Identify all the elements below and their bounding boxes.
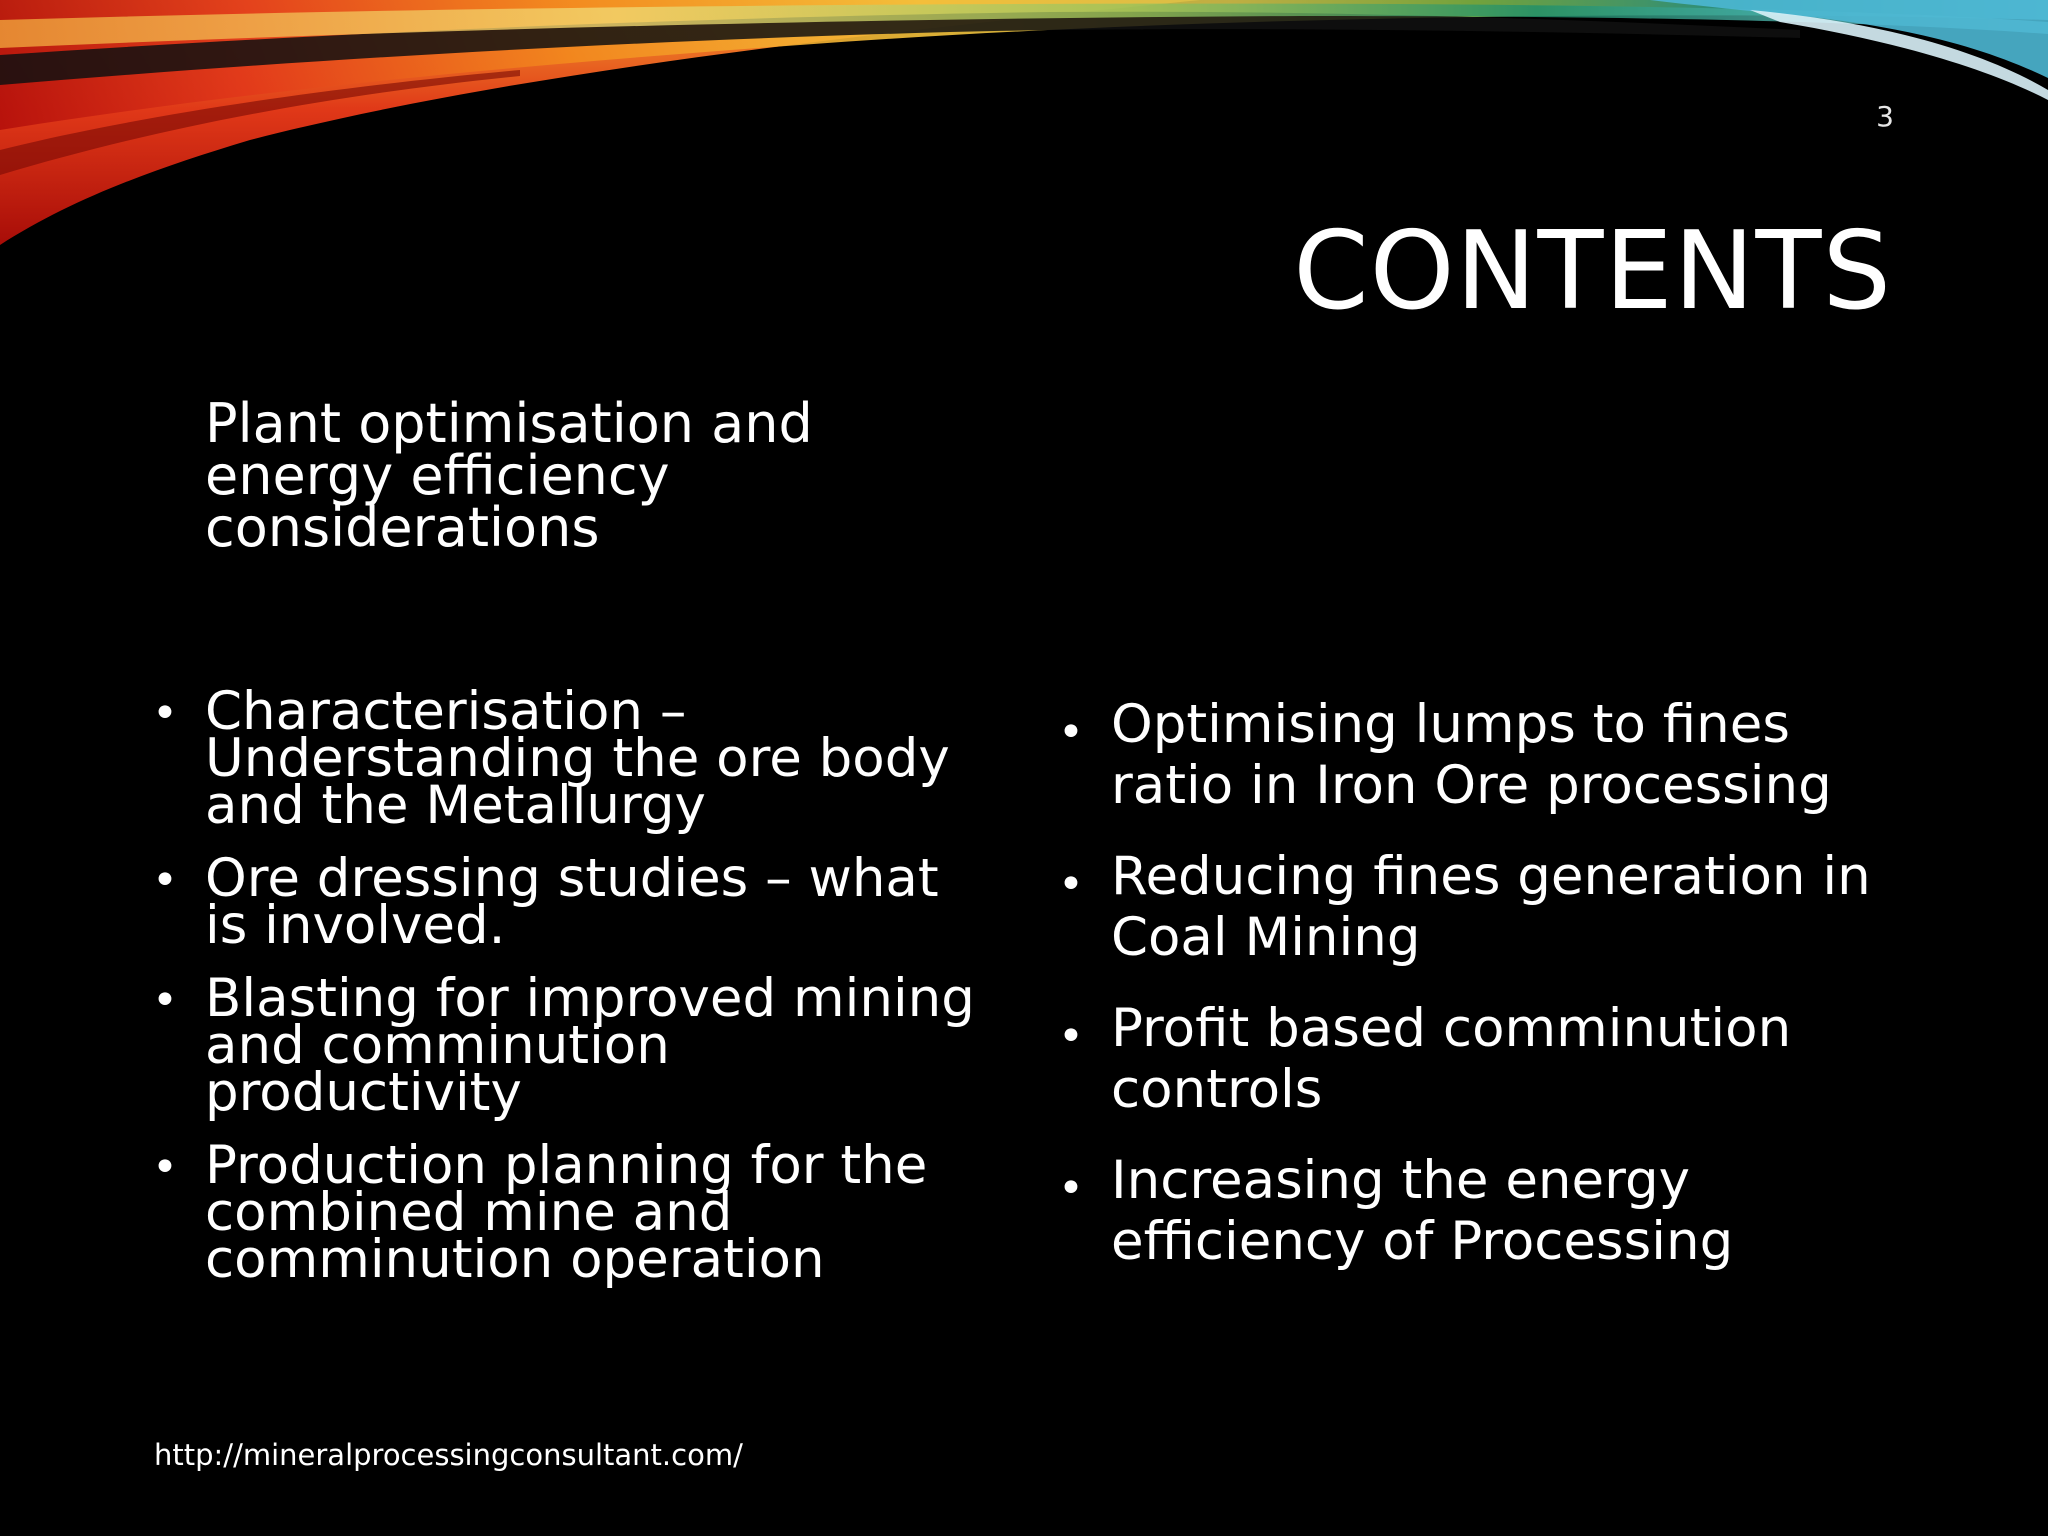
right-bullet-list: [1058, 694, 1898, 1302]
bullet-icon: •: [152, 1142, 178, 1193]
list-item-text: Characterisation – Understanding the ore body and the Metallurgy: [205, 681, 950, 836]
list-item: [1058, 998, 1898, 1120]
footer-link[interactable]: http://mineralprocessingconsultant.com/: [154, 1438, 743, 1472]
bullet-icon: •: [152, 975, 178, 1026]
bullet-icon: •: [152, 688, 178, 739]
list-item-text: Production planning for the combined mine and comminution operation: [205, 1135, 928, 1290]
slide-title: CONTENTS: [1293, 209, 1892, 334]
list-item-text: Increasing the energy efficiency of Processing: [1111, 1150, 1734, 1272]
list-item-text: Optimising lumps to fines ratio in Iron Ore processing: [1111, 694, 1832, 816]
bullet-icon: •: [1058, 1163, 1084, 1214]
slide-number: 3: [1876, 100, 1894, 133]
list-item: [152, 681, 992, 836]
list-item-text: Reducing fines generation in Coal Mining: [1111, 846, 1871, 968]
list-item-text: Profit based comminution controls: [1111, 998, 1792, 1120]
list-item: [1058, 694, 1898, 816]
list-item-text: Blasting for improved mining and comminution productivity: [205, 968, 975, 1123]
list-item: [1058, 846, 1898, 968]
list-item: [152, 968, 992, 1123]
bullet-icon: •: [1058, 859, 1084, 910]
bullet-icon: •: [1058, 707, 1084, 758]
intro-heading: Plant optimisation and energy efficiency considerations: [205, 392, 813, 559]
list-item-text: Ore dressing studies – what is involved.: [205, 848, 939, 956]
bullet-icon: •: [152, 855, 178, 906]
list-item: [1058, 1150, 1898, 1272]
left-bullet-list: [152, 681, 992, 1309]
bullet-icon: •: [1058, 1011, 1084, 1062]
list-item: [152, 1135, 992, 1290]
list-item: [152, 848, 992, 956]
